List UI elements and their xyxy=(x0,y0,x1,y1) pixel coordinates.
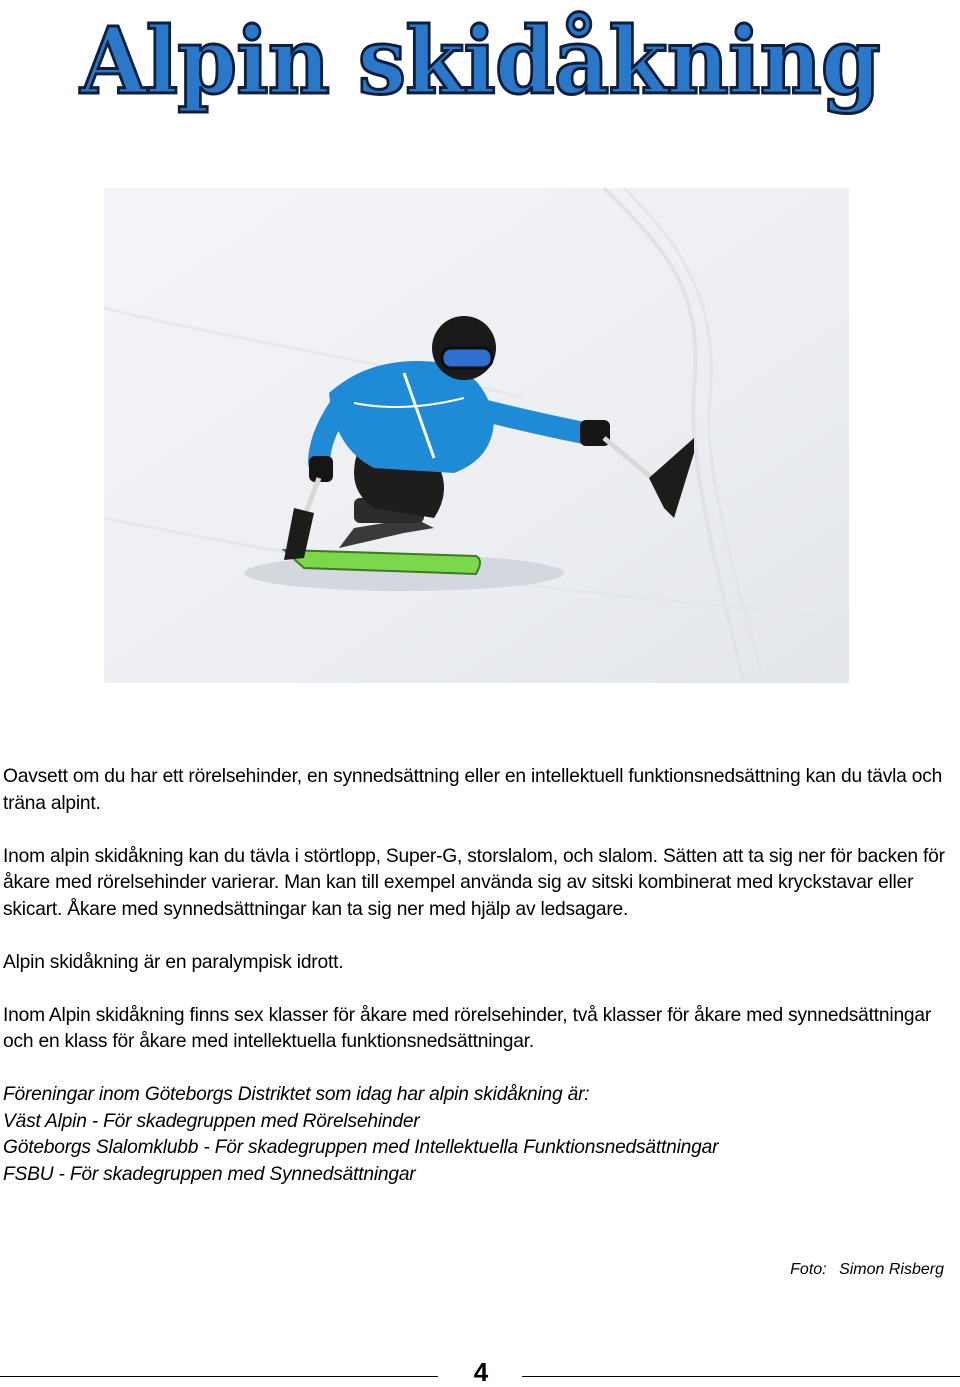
page-title: Alpin skidåkning xyxy=(80,7,880,115)
club-item: Väst Alpin - För skadegruppen med Rörelsehinder xyxy=(3,1110,420,1132)
photo-credit-label: Foto: xyxy=(790,1261,827,1278)
clubs-list xyxy=(3,1082,958,1188)
page-number: 4 xyxy=(473,1357,489,1387)
paragraph-intro: Oavsett om du har ett rörelsehinder, en synnedsättning eller en intellektuell funktionsnedsättning kan du tävla och träna alpint. xyxy=(3,766,943,814)
paragraph-paralympic: Alpin skidåkning är en paralympisk idrott. xyxy=(3,951,344,973)
photo-credit-name: Simon Risberg xyxy=(839,1261,944,1278)
sit-skier-photo xyxy=(104,188,849,683)
club-item: FSBU - För skadegruppen med Synnedsättningar xyxy=(3,1163,416,1185)
footer-rule-left xyxy=(0,1376,438,1377)
clubs-heading: Föreningar inom Göteborgs Distriktet som idag har alpin skidåkning är: xyxy=(3,1084,590,1105)
photo-credit xyxy=(790,1261,944,1279)
paragraph-classes: Inom Alpin skidåkning finns sex klasser för åkare med rörelsehinder, två klasser för åkare med synnedsättningar och en klass för åkare med intellektuella funktionsnedsättningar. xyxy=(3,1004,932,1052)
paragraph-disciplines: Inom alpin skidåkning kan du tävla i störtlopp, Super-G, storslalom, och slalom. Sätten att ta sig ner för backen för åkare med rörelsehinder varierar. Man kan till exempel använda sig av sitski kombinerat med kryckstavar eller skicart. Åkare med synnedsättningar kan ta sig ner med hjälp av ledsagare. xyxy=(3,845,945,920)
article-body xyxy=(3,764,958,1188)
club-item: Göteborgs Slalomklubb - För skadegruppen med Intellektuella Funktionsnedsättningar xyxy=(3,1137,719,1158)
footer-rule-right xyxy=(522,1376,960,1377)
